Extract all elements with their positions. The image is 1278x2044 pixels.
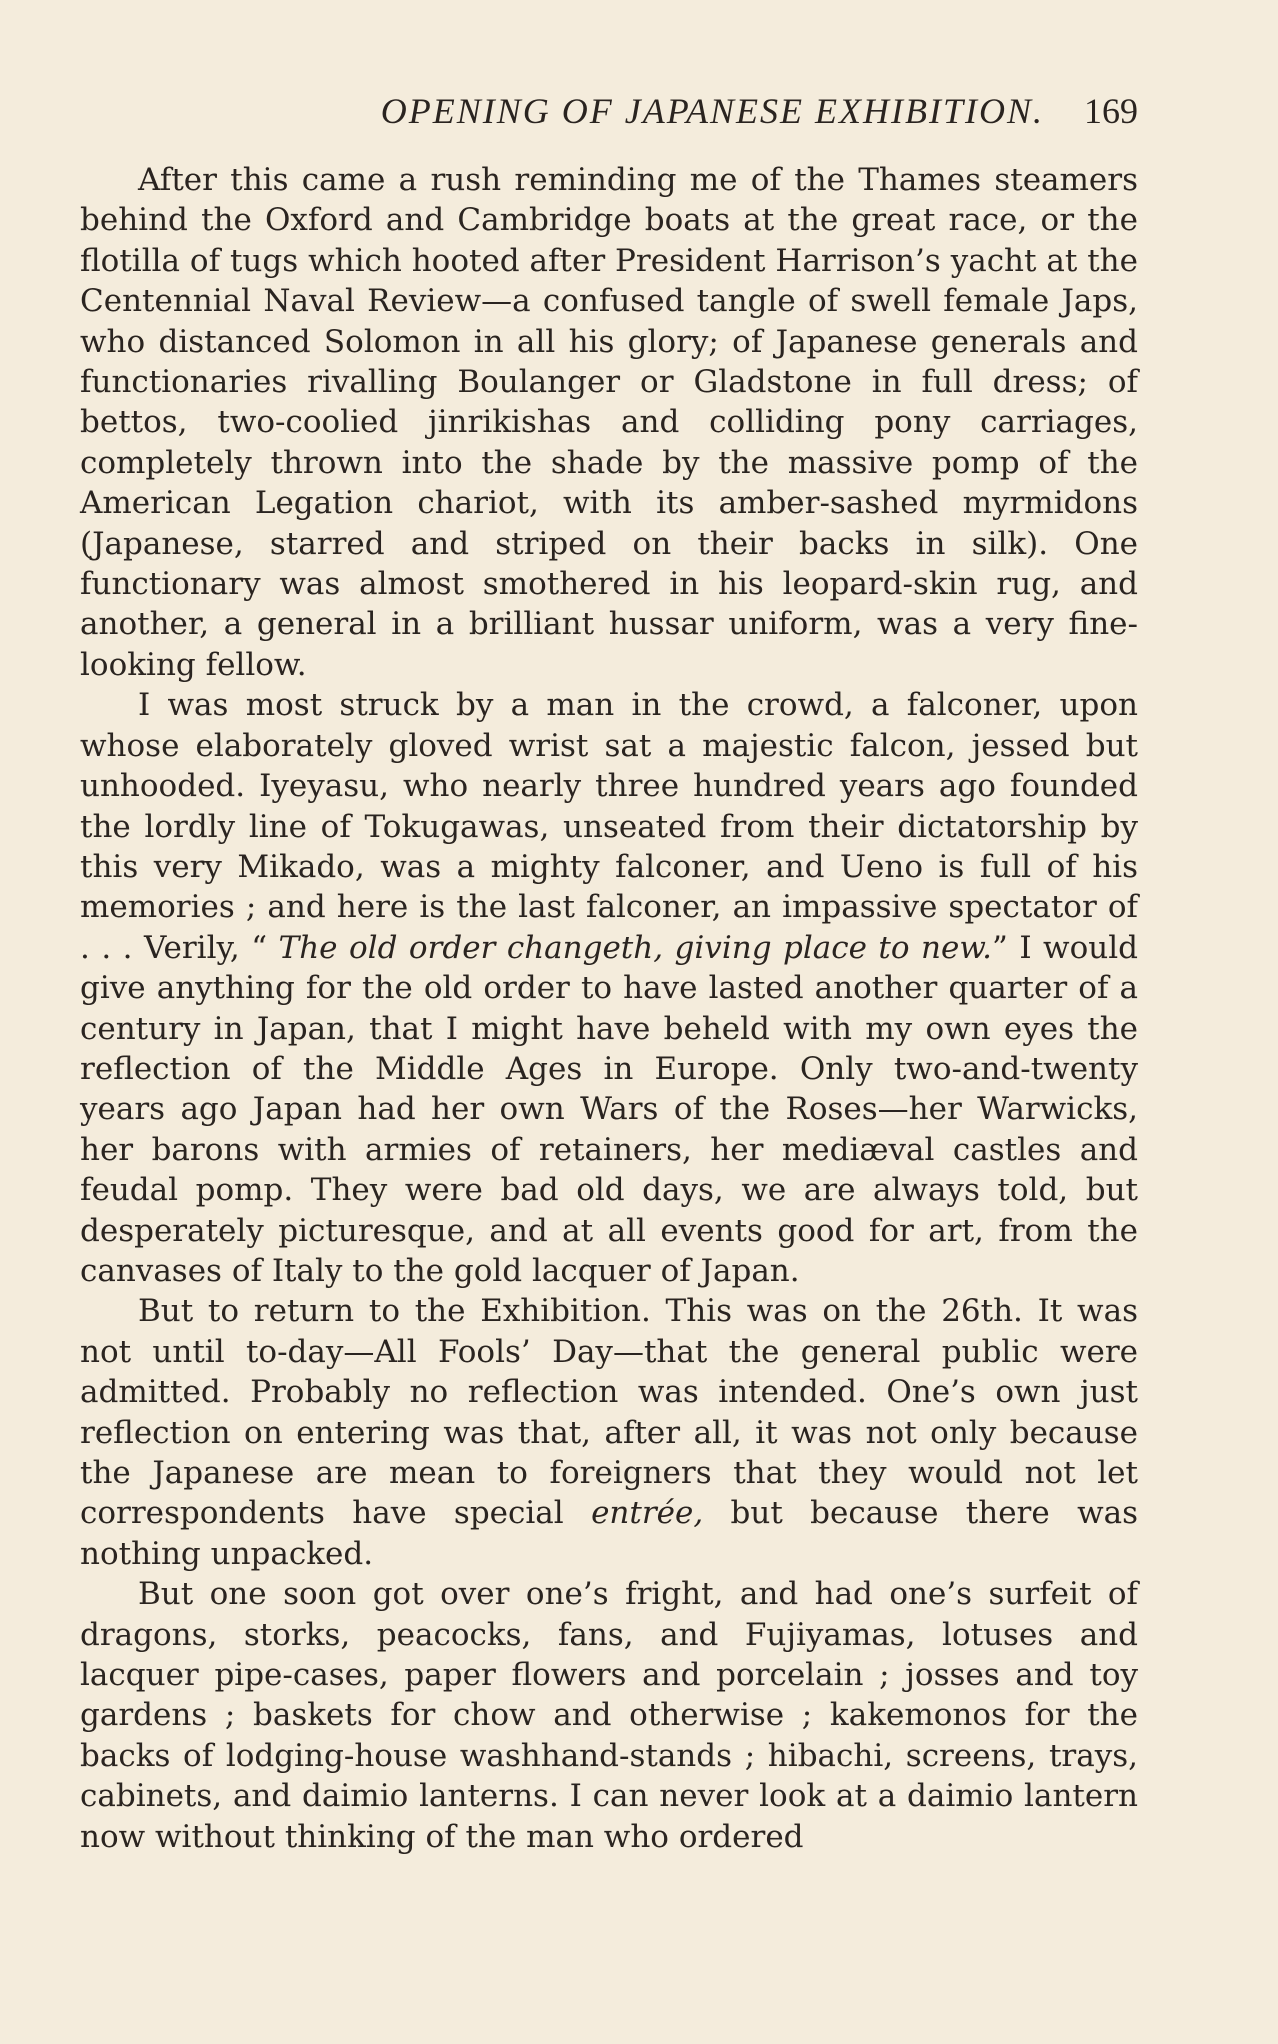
- book-page: [80, 90, 1138, 2020]
- page-number: 169: [1084, 91, 1138, 131]
- paragraph-text: But one soon got over one’s fright, and had one’s surfeit of dragons, storks, peacocks, fans, and Fujiyamas, lotuses and lacquer pipe-cases, paper flowers and porcelain ; josses and toy gardens ; baskets for chow and otherwise ; kakemonos for the backs of lodging-house washhand-stands ; hibachi, screens, trays, cabinets, and daimio lanterns. I can never look at a daimio lantern now without thinking of the man who ordered: [80, 1576, 1138, 1855]
- body-text: [80, 160, 1138, 1857]
- paragraph-text: After this came a rush reminding me of the Thames steamers behind the Oxford and Cambridge boats at the great race, or the flotilla of tugs which hooted after President Harrison’s yacht at the Centennial Naval Review—a confused tangle of swell female Japs, who distanced Solomon in all his glory; of Japanese generals and functionaries rivalling Boulanger or Gladstone in full dress; of bettos, two-coolied jinrikishas and colliding pony carriages, completely thrown into the shade by the massive pomp of the American Legation chariot, with its amber-sashed myrmidons (Japanese, starred and striped on their backs in silk). One functionary was almost smothered in his leopard-skin rug, and another, a general in a brilliant hussar uniform, was a very fine-looking fellow.: [80, 162, 1138, 683]
- word-italic: entrée,: [591, 1495, 704, 1532]
- paragraph-text: But to return to the Exhibition. This was on the 26th. It was not until to-day—All Fools’ Day—that the general public were admitted. Probably no reflection was intended. One’s own just reflection on entering was that, after all, it was not only because the Japanese are mean to foreigners that they would not let correspondents have special: [80, 1293, 1138, 1532]
- paragraph-falconer: [80, 685, 1138, 1291]
- paragraph-text: ” I would give anything for the old order to have lasted another quarter of a century in Japan, that I might have beheld with my own eyes the reflection of the Middle Ages in Europe. Only two-and-twenty years ago Japan had her own Wars of the Roses—her Warwicks, her barons with armies of retainers, her mediæval castles and feudal pomp. They were bad old days, we are always told, but desperately picturesque, and at all events good for art, from the canvases of Italy to the gold lacquer of Japan.: [80, 929, 1138, 1289]
- quotation-italic: The old order changeth, giving place to new.: [278, 929, 993, 966]
- running-head: [80, 90, 1138, 142]
- paragraph-text: but because there was nothing unpacked.: [80, 1495, 1138, 1572]
- paragraph-surfeit: [80, 1574, 1138, 1857]
- paragraph-arrival-rush: [80, 160, 1138, 685]
- paragraph-text: I was most struck by a man in the crowd, a falconer, upon whose elaborately gloved wrist sat a majestic falcon, jessed but unhooded. Iyeyasu, who nearly three hundred years ago founded the lordly line of Tokugawas, unseated from their dictatorship by this very Mikado, was a mighty falconer, and Ueno is full of his memories ; and here is the last falconer, an impassive spectator of . . . Verily, “: [80, 687, 1138, 966]
- paragraph-exhibition: [80, 1291, 1138, 1574]
- running-title: OPENING OF JAPANESE EXHIBITION.: [380, 91, 1044, 131]
